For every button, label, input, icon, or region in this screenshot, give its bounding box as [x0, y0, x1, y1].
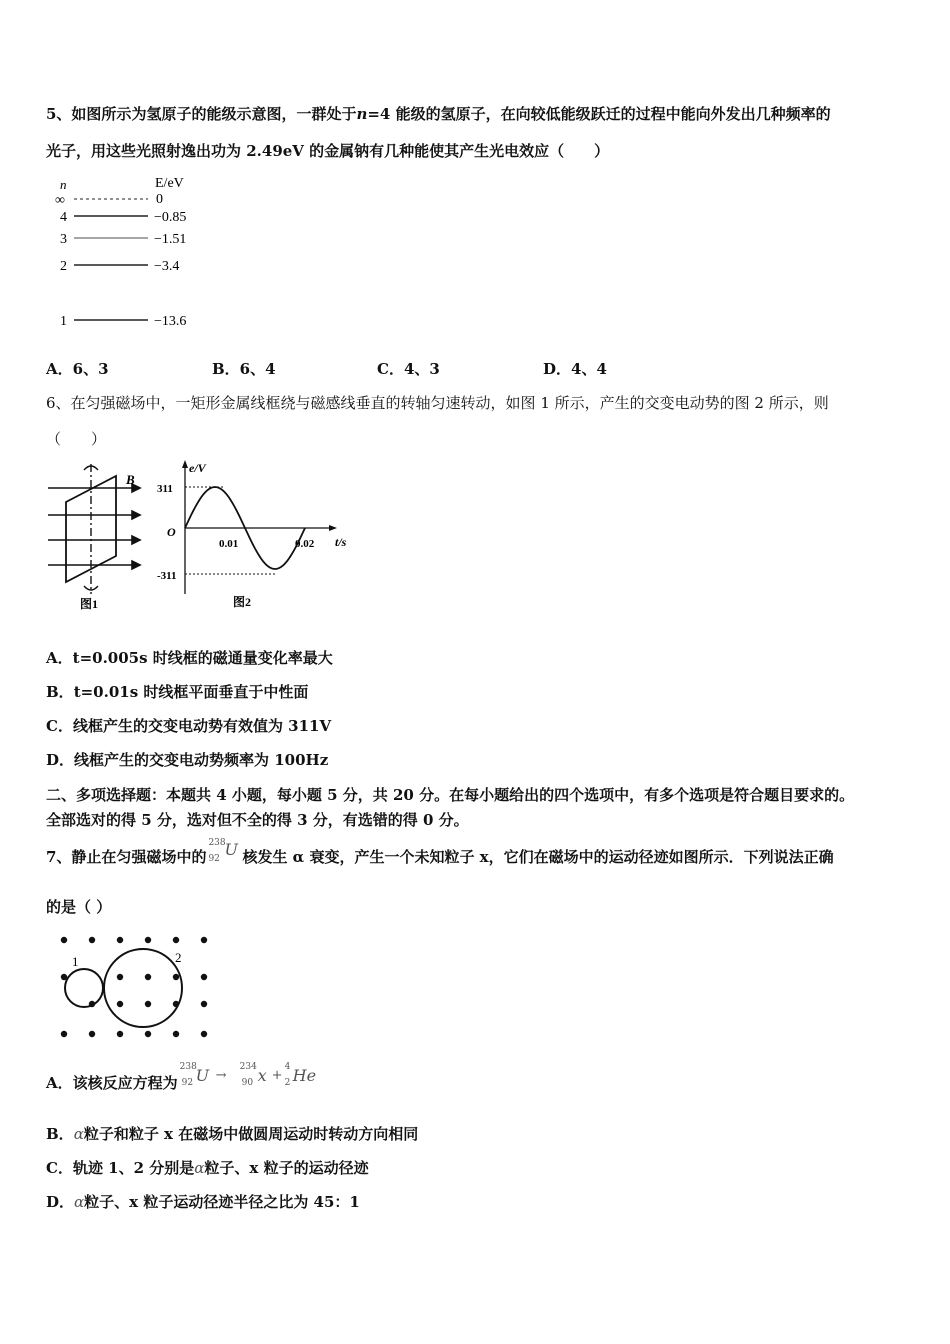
uranium-nuclide: 238 92 U — [208, 838, 238, 864]
q7-track-figure — [52, 932, 212, 1044]
figure-1-rotating-coil — [44, 460, 154, 615]
y-axis-label: e/V — [189, 461, 206, 475]
level-n-4: 4 — [60, 210, 67, 225]
section-2-heading-line1: 二、多项选择题：本题共 4 小题，每小题 5 分，共 20 分。在每小题给出的四个选项中，有多个选项是符合题目要求的。 — [46, 786, 855, 804]
q7-option-c[interactable]: C．轨迹 1、2 分别是α粒子、x 粒子的运动径迹 — [46, 1159, 369, 1177]
q6-option-b[interactable]: B．t=0.01s 时线框平面垂直于中性面 — [46, 683, 309, 701]
q6-option-c[interactable]: C．线框产生的交变电动势有效值为 311V — [46, 717, 332, 735]
q6-option-d[interactable]: D．线框产生的交变电动势频率为 100Hz — [46, 751, 329, 769]
y-max-label: 311 — [157, 483, 173, 495]
q5-option-a[interactable]: A．6、3 — [46, 360, 109, 378]
x-tick-0-01: 0.01 — [219, 538, 239, 550]
level-e-3: −1.51 — [154, 232, 187, 247]
x-tick-0-02: 0.02 — [295, 538, 315, 550]
q7-stem-line1: 7、静止在匀强磁场中的 238 92 U 核发生 α 衰变，产生一个未知粒子 x，它们在磁场中的运动径迹如图所示．下列说法正确 — [46, 838, 834, 866]
track-2-label: 2 — [175, 950, 182, 965]
level-n-2: 2 — [60, 259, 67, 274]
x-axis-label: t/s — [335, 535, 347, 549]
q6-option-a[interactable]: A．t=0.005s 时线框的磁通量变化率最大 — [46, 649, 333, 667]
q5-option-c[interactable]: C．4、3 — [377, 360, 440, 378]
q7-option-d[interactable]: D．α粒子、x 粒子运动径迹半径之比为 45：1 — [46, 1193, 360, 1211]
level-e-inf: 0 — [156, 192, 163, 207]
level-n-1: 1 — [60, 314, 67, 329]
track-1-label: 1 — [72, 954, 79, 969]
q5-stem-line1: 5、如图所示为氢原子的能级示意图，一群处于n=4 能级的氢原子，在向较低能级跃迁的过程中能向外发出几种频率的 — [46, 105, 831, 123]
level-n-3: 3 — [60, 232, 67, 247]
level-e-2: −3.4 — [154, 259, 180, 274]
figure-2-caption: 图2 — [233, 595, 252, 609]
decay-equation: 238 92 U → 234 90 x + 4 2 He — [179, 1062, 317, 1088]
track-2-circle — [104, 949, 182, 1027]
energy-axis-label: E/eV — [155, 176, 184, 191]
q6-stem-line1: 6、在匀强磁场中，一矩形金属线框绕与磁感线垂直的转轴匀速转动，如图 1 所示，产生的交变电动势的图 2 所示，则 — [46, 394, 829, 412]
origin-label: O — [167, 525, 176, 539]
q7-option-a[interactable]: A．该核反应方程为 238 92 U → 234 90 x + 4 2 He — [46, 1072, 324, 1094]
y-min-label: -311 — [157, 570, 177, 582]
q5-stem-line2: 光子，用这些光照射逸出功为 2.49eV 的金属钠有几种能使其产生光电效应（ ） — [46, 142, 610, 160]
n-axis-label: n — [60, 177, 67, 192]
q7-option-b[interactable]: B．α粒子和粒子 x 在磁场中做圆周运动时转动方向相同 — [46, 1125, 419, 1143]
q7-stem-line2: 的是（ ） — [46, 898, 112, 916]
b-field-label: B — [126, 472, 135, 487]
level-n-inf: ∞ — [55, 193, 65, 208]
level-e-1: −13.6 — [154, 314, 187, 329]
magnetic-field-dots — [61, 937, 207, 1037]
figure-2-emf-graph — [155, 458, 355, 616]
q5-option-b[interactable]: B．6、4 — [212, 360, 276, 378]
figure-1-caption: 图1 — [80, 597, 99, 611]
q5-option-d[interactable]: D．4、4 — [543, 360, 607, 378]
level-e-4: −0.85 — [154, 210, 187, 225]
q6-stem-line2: （ ） — [46, 430, 107, 448]
energy-level-diagram — [50, 172, 220, 337]
track-1-circle — [65, 969, 103, 1007]
section-2-heading-line2: 全部选对的得 5 分，选对但不全的得 3 分，有选错的得 0 分。 — [46, 811, 469, 829]
